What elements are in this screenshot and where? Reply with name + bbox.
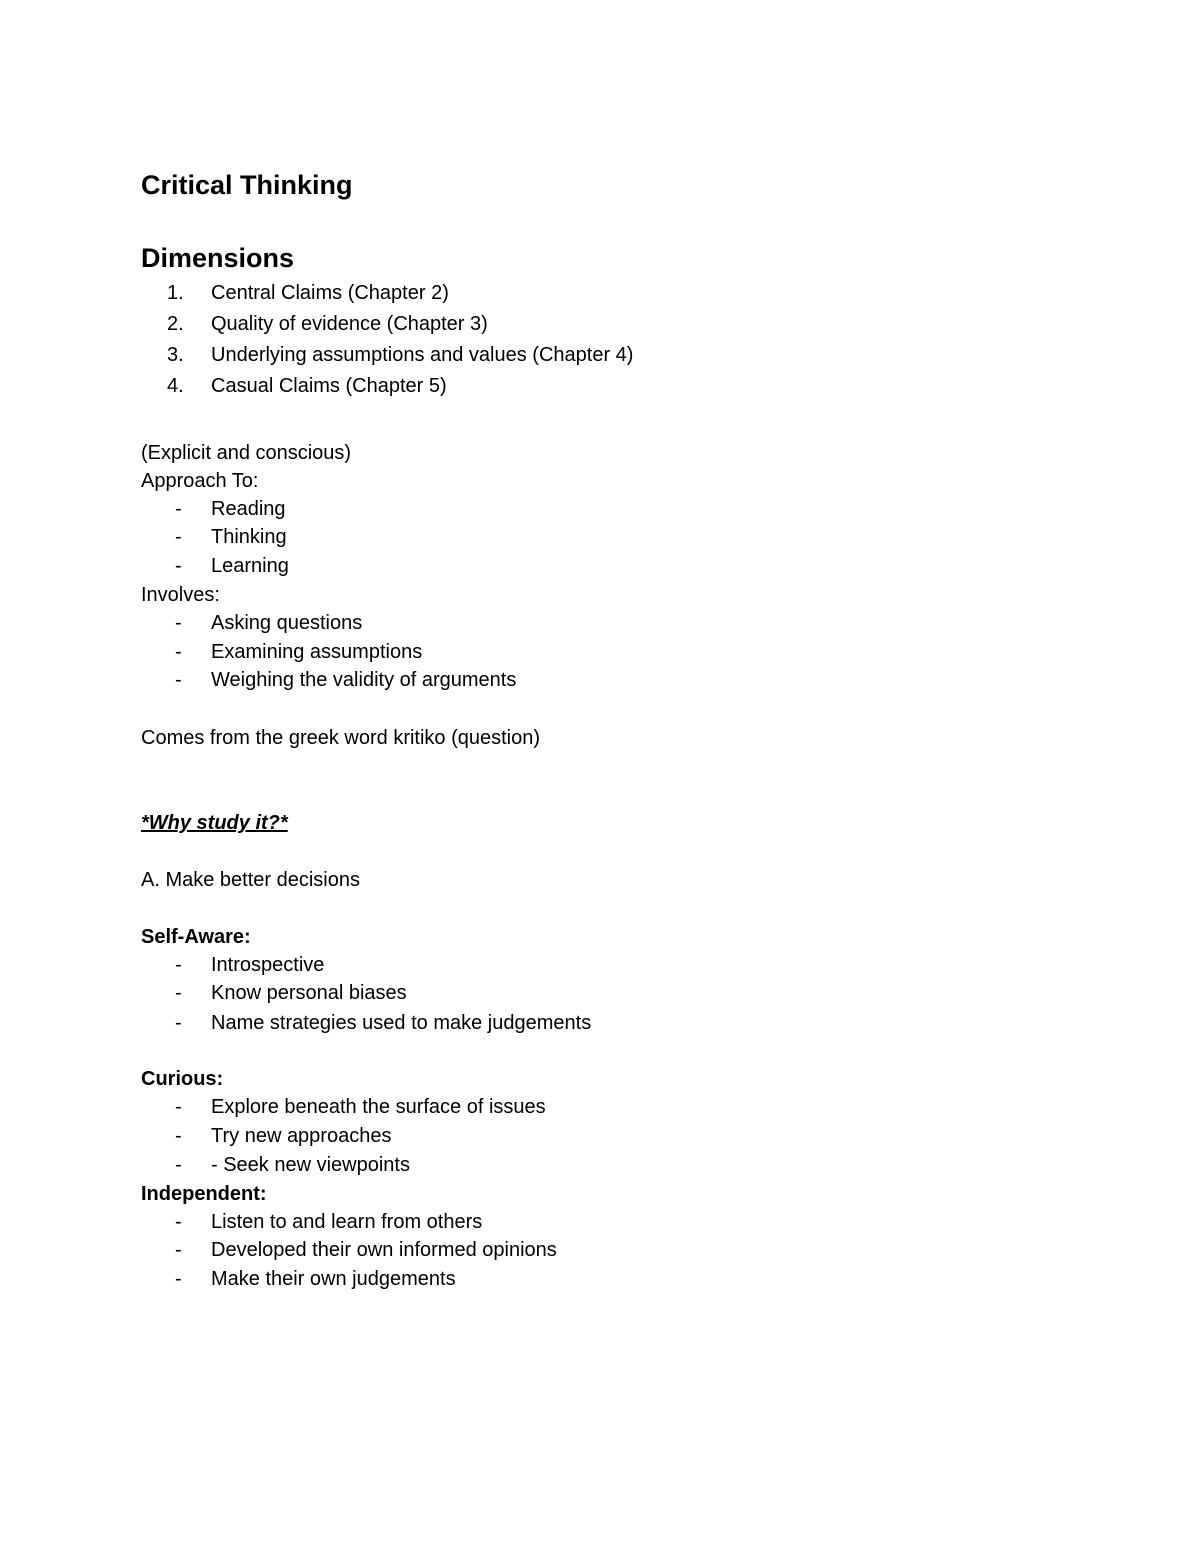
origin-text: Comes from the greek word kritiko (question) (141, 727, 541, 749)
list-item-text: Weighing the validity of arguments (211, 669, 517, 691)
list-item (141, 279, 1041, 307)
list-item (141, 310, 1041, 338)
list-number: 3. (167, 344, 184, 366)
list-number: 1. (167, 282, 184, 304)
list-item-text: Learning (211, 555, 289, 577)
list-item (141, 523, 1041, 551)
list-item (141, 951, 1041, 979)
list-item-text: Explore beneath the surface of issues (211, 1096, 546, 1118)
list-item-text: Know personal biases (211, 982, 407, 1004)
bullet-dash: - (175, 641, 182, 663)
bullet-dash: - (175, 1211, 182, 1233)
list-number: 4. (167, 375, 184, 397)
list-item (141, 1009, 1041, 1037)
bullet-dash: - (175, 1154, 182, 1176)
bullet-dash: - (175, 555, 182, 577)
list-item (141, 1265, 1041, 1293)
approach-label: Approach To: (141, 470, 259, 492)
list-item (141, 495, 1041, 523)
curious-label: Curious: (141, 1068, 224, 1090)
bullet-dash: - (175, 1096, 182, 1118)
bullet-dash: - (175, 954, 182, 976)
self-aware-label: Self-Aware: (141, 926, 251, 948)
bullet-dash: - (175, 612, 182, 634)
list-item-text: Listen to and learn from others (211, 1211, 483, 1233)
involves-label: Involves: (141, 584, 220, 606)
list-item-text: Make their own judgements (211, 1268, 456, 1290)
bullet-dash: - (175, 669, 182, 691)
list-item (141, 1236, 1041, 1264)
bullet-dash: - (175, 982, 182, 1004)
list-item (141, 979, 1041, 1007)
list-item-text: Casual Claims (Chapter 5) (211, 375, 447, 397)
list-item-text: Quality of evidence (Chapter 3) (211, 313, 488, 335)
list-item-text: Name strategies used to make judgements (211, 1012, 592, 1034)
independent-label: Independent: (141, 1183, 267, 1205)
dimensions-heading: Dimensions (141, 243, 295, 273)
list-item-text: Examining assumptions (211, 641, 423, 663)
list-item-text: Developed their own informed opinions (211, 1239, 557, 1261)
reason-a: A. Make better decisions (141, 869, 360, 891)
bullet-dash: - (175, 1012, 182, 1034)
bullet-dash: - (175, 1268, 182, 1290)
list-number: 2. (167, 313, 184, 335)
list-item-text: Underlying assumptions and values (Chapter 4) (211, 344, 634, 366)
list-item-text: Thinking (211, 526, 287, 548)
list-item (141, 552, 1041, 580)
document-title: Critical Thinking (141, 170, 353, 200)
list-item (141, 1093, 1041, 1121)
list-item (141, 1151, 1041, 1179)
list-item-text: Reading (211, 498, 286, 520)
document-page (141, 0, 1101, 1553)
list-item (141, 1208, 1041, 1236)
list-item (141, 666, 1041, 694)
list-item (141, 609, 1041, 637)
list-item-text: Central Claims (Chapter 2) (211, 282, 449, 304)
list-item-text: Try new approaches (211, 1125, 392, 1147)
bullet-dash: - (175, 1239, 182, 1261)
why-study-heading: *Why study it?* (141, 812, 288, 834)
list-item (141, 341, 1041, 369)
list-item (141, 1122, 1041, 1150)
list-item-text: Introspective (211, 954, 325, 976)
bullet-dash: - (175, 498, 182, 520)
list-item-text: Asking questions (211, 612, 363, 634)
list-item (141, 372, 1041, 400)
bullet-dash: - (175, 526, 182, 548)
list-item (141, 638, 1041, 666)
bullet-dash: - (175, 1125, 182, 1147)
explicit-note: (Explicit and conscious) (141, 442, 352, 464)
list-item-text: - Seek new viewpoints (211, 1154, 410, 1176)
